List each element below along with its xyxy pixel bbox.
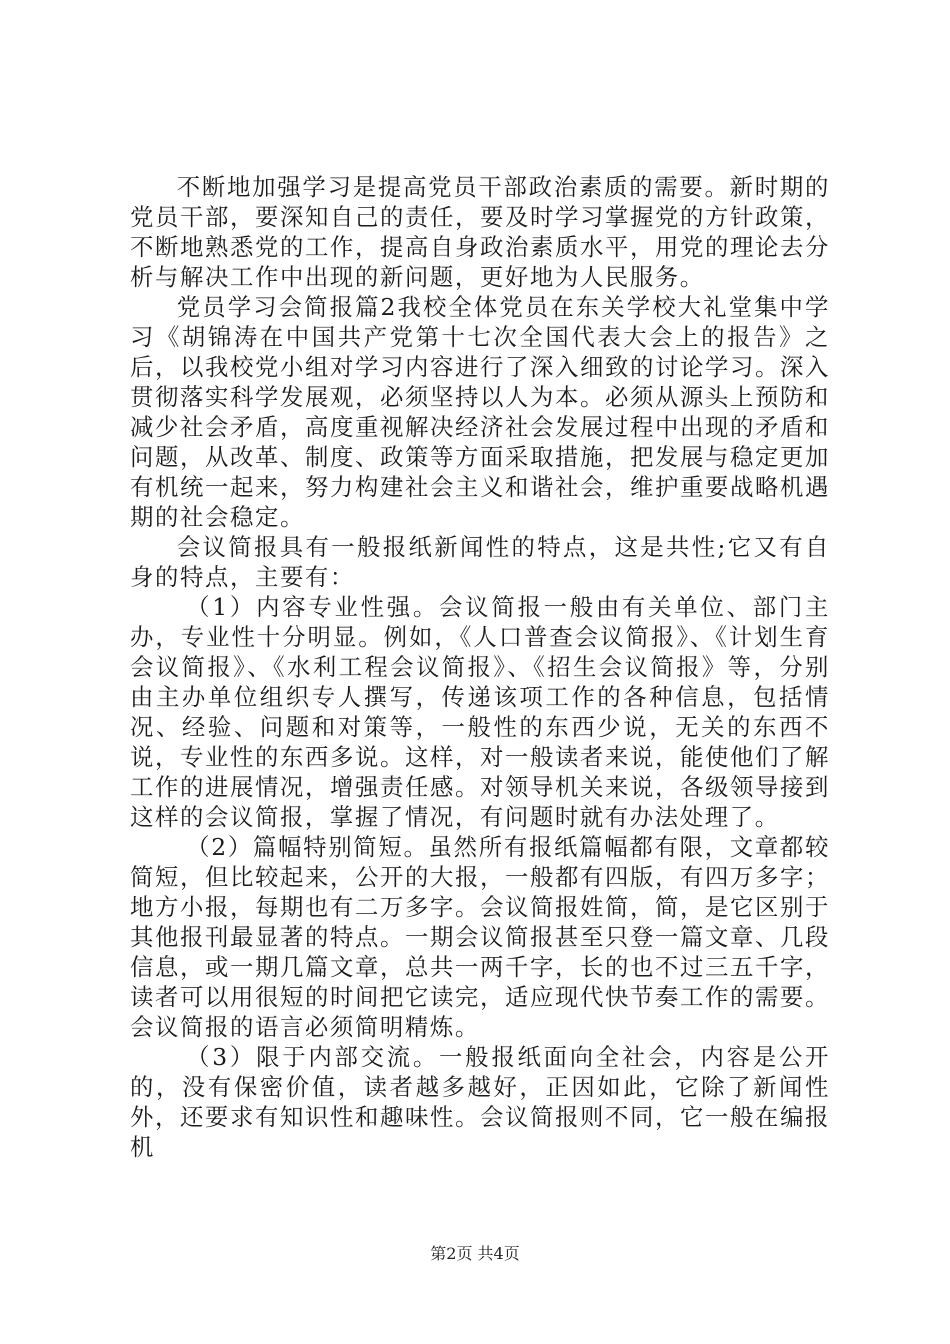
- paragraph-bulletin-part-2: 党员学习会简报篇2我校全体党员在东关学校大礼堂集中学习《胡锦涛在中国共产党第十七次全国代表大会上的报告》之后，以我校党小组对学习内容进行了深入细致的讨论学习。深入贯彻落实科学发展观，必须坚持以人为本。必须从源头上预防和减少社会矛盾，高度重视解决经济社会发展过程中出现的矛盾和问题，从改革、制度、政策等方面采取措施，把发展与稳定更加有机统一起来，努力构建社会主义和谐社会，维护重要战略机遇期的社会稳定。: [130, 293, 830, 531]
- paragraph-study-need: 不断地加强学习是提高党员干部政治素质的需要。新时期的党员干部，要深知自己的责任，要及时学习掌握党的方针政策，不断地熟悉党的工作，提高自身政治素质水平，用党的理论去分析与解决工作中出现的新问题，更好地为人民服务。: [130, 173, 830, 291]
- paragraph-feature-1: （1）内容专业性强。会议简报一般由有关单位、部门主办，专业性十分明显。例如，《人口普查会议简报》、《计划生育会议简报》、《水利工程会议简报》、《招生会议简报》等，分别由主办单位组织专人撰写，传递该项工作的各种信息，包括情况、经验、问题和对策等，一般性的东西少说，无关的东西不说，专业性的东西多说。这样，对一般读者来说，能使他们了解工作的进展情况，增强责任感。对领导机关来说，各级领导接到这样的会议简报，掌握了情况，有问题时就有办法处理了。: [130, 593, 830, 831]
- document-body: [130, 172, 830, 1162]
- page-footer: 第2页 共4页: [430, 1244, 520, 1263]
- paragraph-features-intro: 会议简报具有一般报纸新闻性的特点，这是共性;它又有自身的特点，主要有：: [130, 533, 830, 591]
- paragraph-feature-2: （2）篇幅特别简短。虽然所有报纸篇幅都有限，文章都较简短，但比较起来，公开的大报，一般都有四版，有四万多字；地方小报，每期也有二万多字。会议简报姓简，简，是它区别于其他报刊最显著的特点。一期会议简报甚至只登一篇文章、几段信息，或一期几篇文章，总共一两千字，长的也不过三五千字，读者可以用很短的时间把它读完，适应现代快节奏工作的需要。会议简报的语言必须简明精炼。: [130, 833, 830, 1041]
- paragraph-feature-3: （3）限于内部交流。一般报纸面向全社会，内容是公开的，没有保密价值，读者越多越好，正因如此，它除了新闻性外，还要求有知识性和趣味性。会议简报则不同，它一般在编报机: [130, 1043, 830, 1161]
